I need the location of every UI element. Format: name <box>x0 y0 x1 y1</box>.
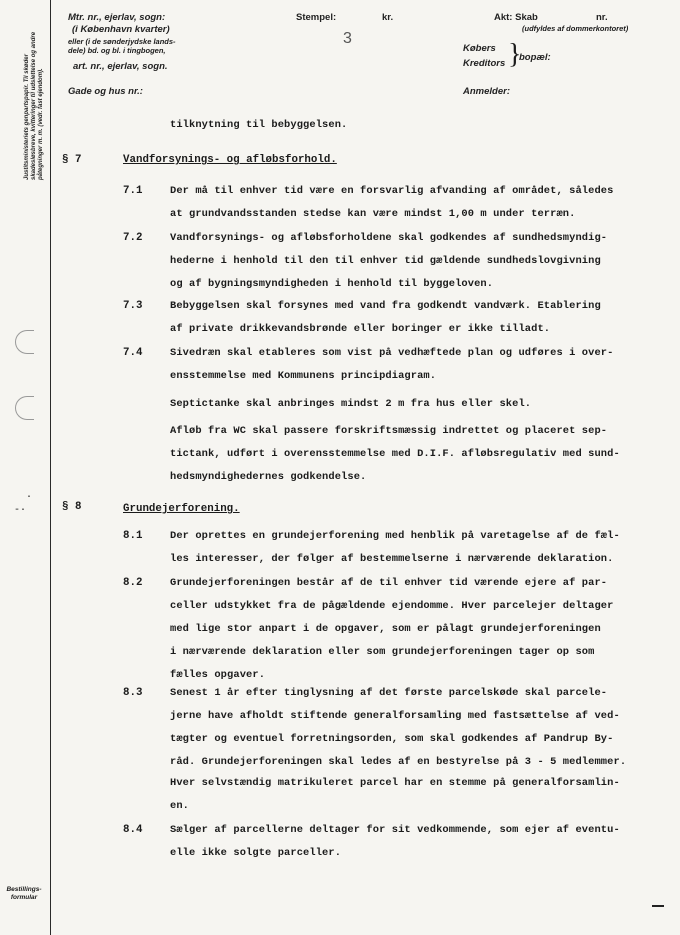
corner-mark <box>652 905 664 907</box>
item-8-3-text: Senest 1 år efter tinglysning af det første parcelskøde skal parcele- jerne have afholdt stiftende generalforsamling med fastsættelse af ved- tægter og eventuel forretningsorden, som skal godkendes af Pandrup By- råd. Grundejerforeningen skal ledes af en bestyrelse på 3 - 5 medlemmer. <box>170 687 627 768</box>
item-7-4-text: Sivedræn skal etableres som vist på vedhæftede plan og udføres i over- ensstemmelse med Kommunens principdiagram. <box>170 347 614 382</box>
header-akt-note: (udfyldes af dommerkontoret) <box>522 24 629 33</box>
item-8-4-text: Sælger af parcellerne deltager for sit vedkommende, som ejer af eventu- elle ikke solgte parceller. <box>170 824 620 859</box>
header-akt: Akt: Skab <box>494 12 538 23</box>
intro-line: tilknytning til bebyggelsen. <box>170 119 348 131</box>
header-kr: kr. <box>382 12 394 23</box>
item-number: 7.1 <box>123 185 143 197</box>
header-matr-field: Mtr. nr., ejerlav, sogn: (i København kvarter) <box>68 12 170 35</box>
header-kobers: Købers <box>463 43 496 54</box>
order-form-label: Bestillings- formular <box>6 886 42 901</box>
section-8-mark: § 8 <box>62 501 82 513</box>
page-number: 3 <box>343 30 352 47</box>
header-gade-field: Gade og hus nr.: <box>68 86 143 97</box>
item-number: 7.4 <box>123 347 143 359</box>
vote-text: Hver selvstændig matrikuleret parcel har en stemme på generalforsamlin- en. <box>170 777 620 812</box>
header-stempel: Stempel: <box>296 12 337 23</box>
header-matr-small: eller (i de sønderjydske lands- dele) bd. og bl. i tingbogen, <box>68 37 176 55</box>
punch-hole-icon <box>15 330 34 354</box>
header-matr-tail: art. nr., ejerlav, sogn. <box>73 61 168 72</box>
punch-hole-icon <box>15 396 34 420</box>
header-nr: nr. <box>596 12 608 23</box>
section-7-mark: § 7 <box>62 154 82 166</box>
item-7-3-text: Bebyggelsen skal forsynes med vand fra godkendt vandværk. Etablering af private drikkevandsbrønde eller boringer er ikke tilladt. <box>170 300 601 335</box>
header-kreditors: Kreditors <box>463 58 506 69</box>
item-number: 8.1 <box>123 530 143 542</box>
margin-mark: · <box>26 492 33 503</box>
margin-mark: -· <box>14 505 27 516</box>
item-number: 7.2 <box>123 232 143 244</box>
section-8-title: Grundejerforening. <box>123 503 240 515</box>
item-number: 8.3 <box>123 687 143 699</box>
brace-icon: } <box>508 39 522 70</box>
wc-drain-text: Afløb fra WC skal passere forskriftsmæssig indrettet og placeret sep- tictank, udført i overensstemmelse med D.I.F. afløbsregulativ med sund- hedsmyndighedernes godkendelse. <box>170 425 620 483</box>
item-number: 8.2 <box>123 577 143 589</box>
margin-vertical-note: Justitsministeriets genpartspapir. Til skøder skadesløsbreve, kvitteringer til udslettelse og andre påtegninger m. m. (vedr. fast ejendom). <box>24 31 44 180</box>
section-7-title: Vandforsynings- og afløbsforhold. <box>123 154 337 166</box>
header-anmelder: Anmelder: <box>463 86 510 97</box>
header-bopael: bopæl: <box>519 52 551 63</box>
item-8-2-text: Grundejerforeningen består af de til enhver tid værende ejere af par- celler udstykket fra de pågældende ejendomme. Hver parcelejer deltager med lige stor anpart i de opgaver, som er pålagt grundejerforeningen i nærværende deklaration eller som grundejerforeningen tager op som fælles opgaver. <box>170 577 614 681</box>
item-8-1-text: Der oprettes en grundejerforening med henblik på varetagelse af de fæl- les interesser, der følger af bestemmelserne i nærværende deklaration. <box>170 530 620 565</box>
margin-rule <box>50 0 51 935</box>
item-number: 7.3 <box>123 300 143 312</box>
item-number: 8.4 <box>123 824 143 836</box>
septictank-text: Septictanke skal anbringes mindst 2 m fra hus eller skel. <box>170 398 532 410</box>
item-7-1-text: Der må til enhver tid være en forsvarlig afvanding af området, således at grundvandsstanden stedse kan være mindst 1,00 m under terræn. <box>170 185 614 220</box>
item-7-2-text: Vandforsynings- og afløbsforholdene skal godkendes af sundhedsmyndig- hederne i henhold til den til enhver tid gældende sundhedslovgivning og af bygningsmyndigheden i henhold til byggeloven. <box>170 232 608 290</box>
